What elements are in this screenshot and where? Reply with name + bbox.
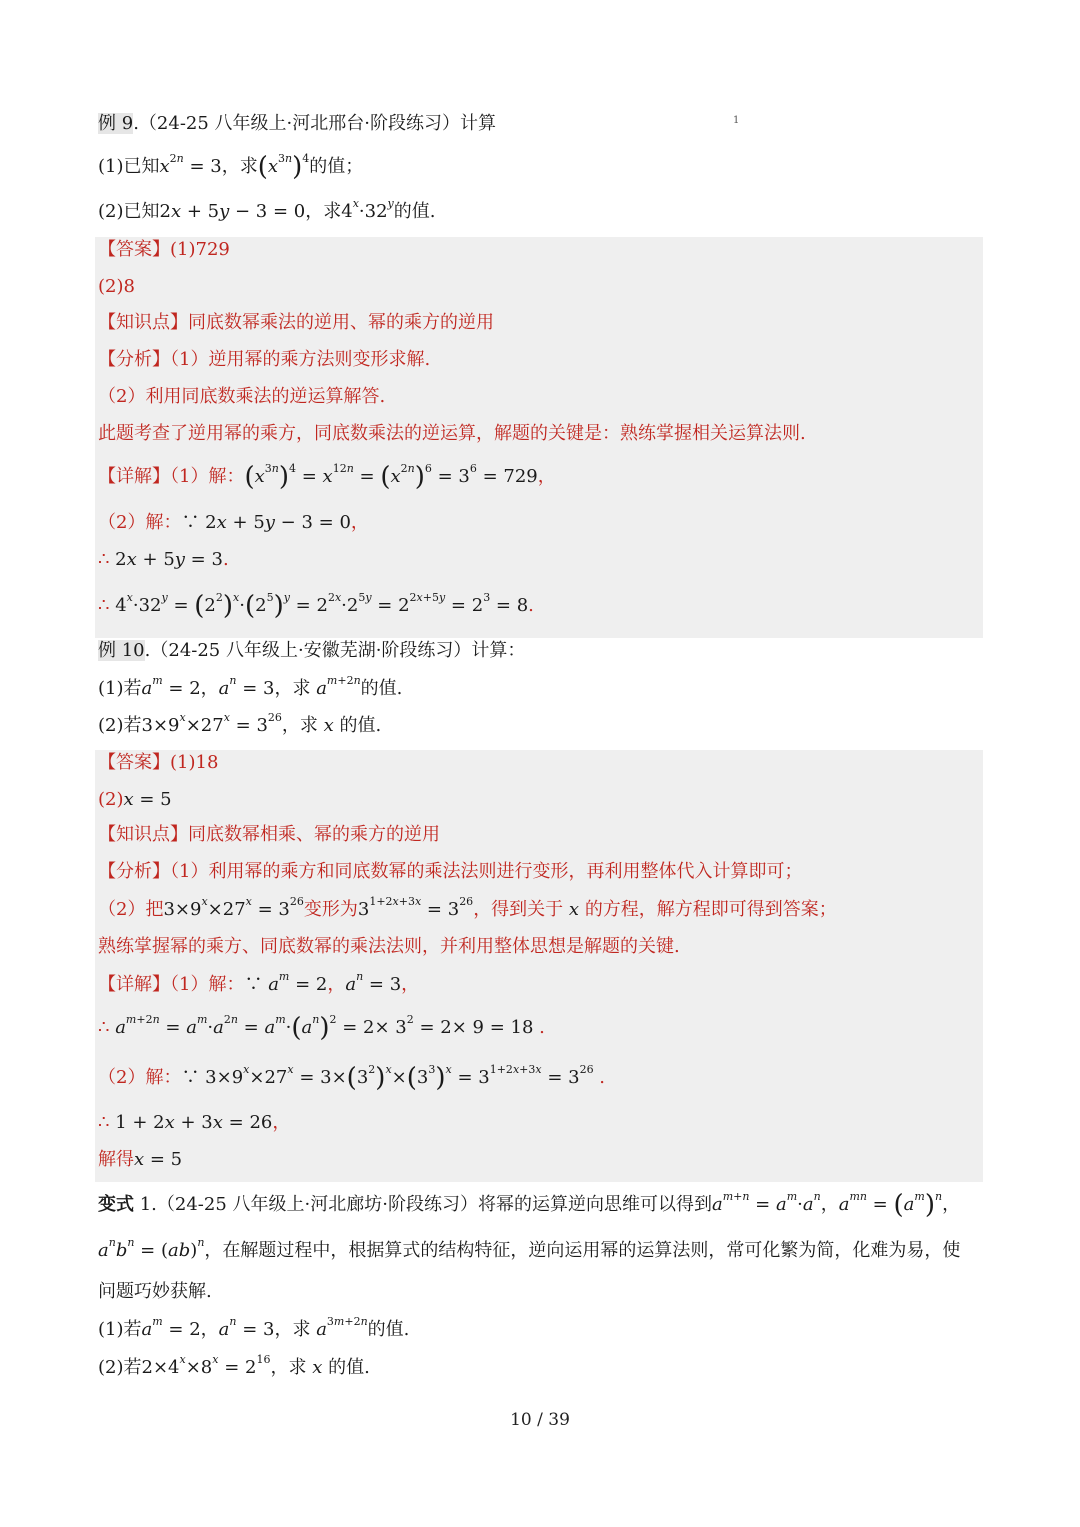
solution-9-knowledge-point: 【知识点】同底数幂乘法的逆用、幂的乘方的逆用 <box>98 312 494 333</box>
solution-9-detail-3: ∴ 2x + 5y = 3. <box>98 549 229 570</box>
example-source: .（24-25 八年级上·安徽芜湖·阶段练习）计算： <box>144 640 526 661</box>
solution-10-analysis-3: 熟练掌握幂的乘方、同底数幂的乘法法则，并利用整体思想是解题的关键. <box>98 936 680 957</box>
example-9-title <box>98 111 496 137</box>
solution-10-answer-2: (2)x = 5 <box>98 789 172 810</box>
variant-1-title: 变式 1.（24-25 八年级上·河北廊坊·阶段练习）将幂的运算逆向思维可以得到$a^{m+n} = a^m\cdot a^n$，$a^{mn} = (a^m)^n$， <box>98 1190 961 1220</box>
solution-9-analysis-3: 此题考查了逆用幂的乘方，同底数乘法的逆运算，解题的关键是：熟练掌握相关运算法则. <box>98 423 806 444</box>
solution-10-detail-1: 【详解】（1）解：∵ $a^m = 2$，$a^n = 3$， <box>98 970 420 995</box>
solution-10-analysis-2: （2）把$3\times 9^x\times 27^x = 3^{26}$变形为$3^{1+2x+3x} = 3^{26}$，得到关于 x 的方程，解方程即可得到答案； <box>98 895 837 920</box>
solution-9-answer-2: (2)8 <box>98 276 135 297</box>
solution-10-detail-2: ∴ $a^{m+2n} = a^m\cdot a^{2n} = a^m\cdot(a^n)^2 = 2\times 3^2 = 2\times 9 = 18$ . <box>98 1013 545 1043</box>
corner-mark: 1 <box>733 115 740 126</box>
example-source: .（24-25 八年级上·河北邢台·阶段练习）计算 <box>133 113 496 134</box>
solution-10-detail-5: 解得x = 5 <box>98 1149 183 1170</box>
variant-1-question-2: (2)若$2\times 4^x\times 8^x = 2^{16}$，求 x 的值. <box>98 1353 370 1378</box>
example-9-question-2: (2)已知2x + 5y − 3 = 0，求$4^x\cdot 32^y$的值. <box>98 197 436 222</box>
solution-10-detail-3: （2）解：∵ $3\times 9^x\times 27^x = 3\times(3^2)^x\times(3^3)^x = 3^{1+2x+3x} = 3^{26}$ . <box>98 1063 606 1093</box>
example-10-title <box>98 638 525 664</box>
variant-1-line-2: $a^nb^n = (ab)^n$，在解题过程中，根据算式的结构特征，逆向运用幂的运算法则，常可化繁为简，化难为易，使 <box>98 1236 961 1261</box>
variant-1-question-1: (1)若$a^m = 2$，$a^n = 3$，求 $a^{3m+2n}$的值. <box>98 1315 410 1340</box>
solution-10-analysis-1: 【分析】（1）利用幂的乘方和同底数幂的乘法法则进行变形，再利用整体代入计算即可； <box>98 861 803 882</box>
example-9-question-1: (1)已知$x^{2n} = 3$，求$(x^{3n})^4$的值； <box>98 152 364 182</box>
solution-10-knowledge-point: 【知识点】同底数幂相乘、幂的乘方的逆用 <box>98 824 440 845</box>
example-label: 例 10 <box>98 640 145 661</box>
solution-10-answer: 【答案】(1)18 <box>98 752 219 773</box>
solution-9-detail-2: （2）解：∵ 2x + 5y − 3 = 0， <box>98 512 369 533</box>
solution-9-detail-4: ∴ $4^x\cdot 32^y = (2^2)^x\cdot(2^5)^y = 2^{2x}\cdot 2^{5y} = 2^{2x+5y} = 2^3 = 8$. <box>98 591 534 621</box>
solution-9-analysis-1: 【分析】（1）逆用幂的乘方法则变形求解. <box>98 349 431 370</box>
example-10-question-2: (2)若$3\times 9^x\times 27^x = 3^{26}$，求 x 的值. <box>98 711 382 736</box>
variant-1-line-3: 问题巧妙获解. <box>98 1281 212 1302</box>
solution-9-answer: 【答案】(1)729 <box>98 239 230 260</box>
example-10-question-1: (1)若$a^m = 2$，$a^n = 3$，求 $a^{m+2n}$的值. <box>98 674 403 699</box>
page-number: 10 / 39 <box>510 1410 570 1430</box>
solution-9-analysis-2: （2）利用同底数乘法的逆运算解答. <box>98 386 386 407</box>
solution-9-detail-1: 【详解】（1）解：$(x^{3n})^4 = x^{12n} = (x^{2n})^6 = 3^6 = 729$， <box>98 462 556 492</box>
variant-label: 变式 <box>98 1194 134 1215</box>
example-label: 例 9 <box>98 113 134 134</box>
solution-10-detail-4: ∴ 1 + 2x + 3x = 26， <box>98 1112 291 1133</box>
